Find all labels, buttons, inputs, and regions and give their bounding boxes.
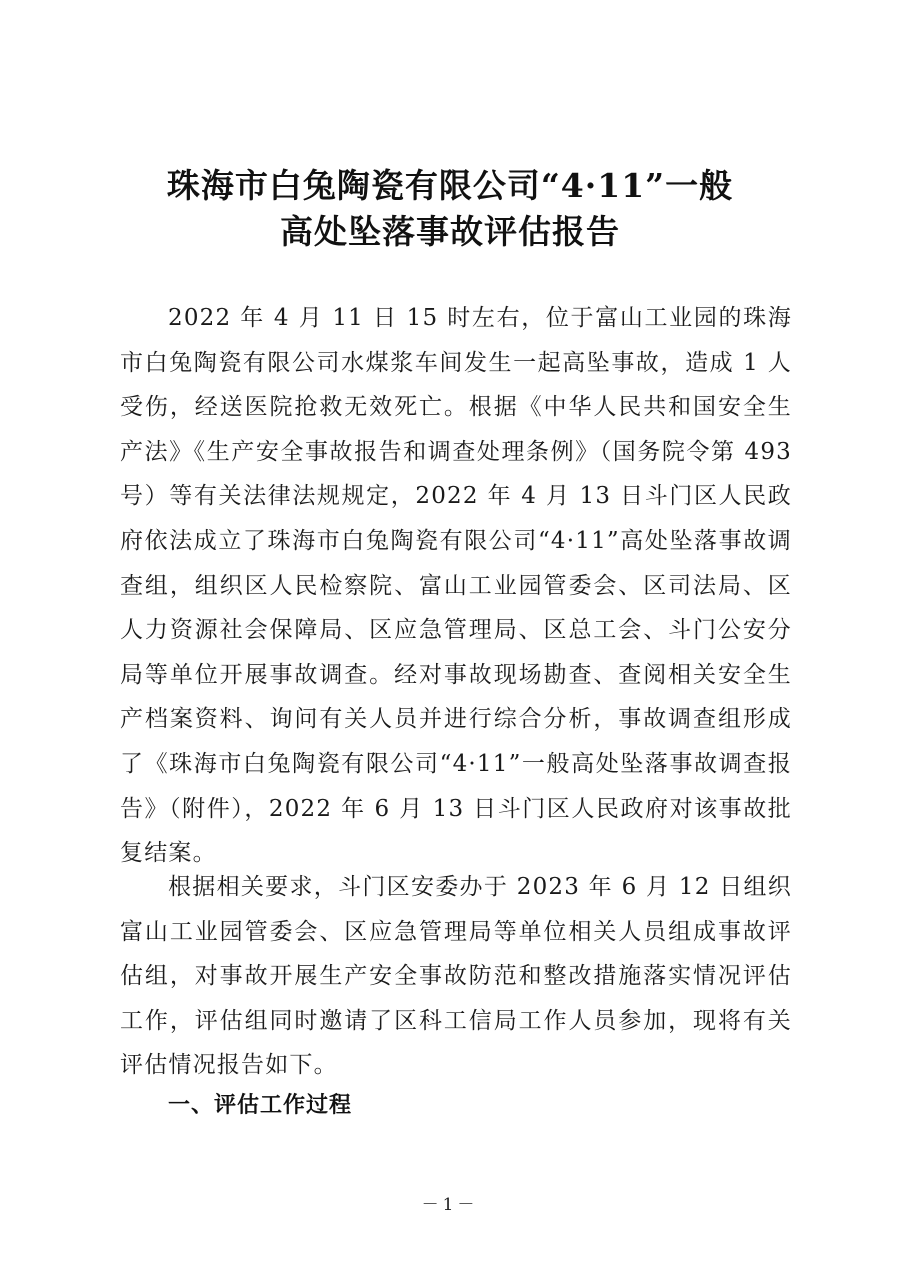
body-paragraph: 2022 年 4 月 11 日 15 时左右，位于富山工业园的珠海市白兔陶瓷有限公司水煤浆车间发生一起高坠事故，造成 1 人受伤，经送医院抢救无效死亡。根据《中华人民共和国安全生产法》《生产安全事故报告和调查处理条例》（国务院令第 493 号）等有关法律法规规定，2022 年 4 月 13 日斗门区人民政府依法成立了珠海市白兔陶瓷有限公司“4·11”高处坠落事故调查组，组织区人民检察院、富山工业园管委会、区司法局、区人力资源社会保障局、区应急管理局、区总工会、斗门公安分局等单位开展事故调查。经对事故现场勘查、查阅相关安全生产档案资料、询问有关人员并进行综合分析，事故调查组形成了《珠海市白兔陶瓷有限公司“4·11”一般高处坠落事故调查报告》（附件），2022 年 6 月 13 日斗门区人民政府对该事故批复结案。 bbox=[120, 305, 792, 867]
body-paragraph: 根据相关要求，斗门区安委办于 2023 年 6 月 12 日组织富山工业园管委会、区应急管理局等单位相关人员组成事故评估组，对事故开展生产安全事故防范和整改措施落实情况评估工作，评估组同时邀请了区科工信局工作人员参加，现将有关评估情况报告如下。 bbox=[120, 874, 792, 1079]
document-title-line-2: 高处坠落事故评估报告 bbox=[280, 212, 620, 251]
section-heading: 一、评估工作过程 bbox=[168, 1093, 353, 1118]
page-number: －1－ bbox=[421, 1195, 479, 1215]
document-title-line-1: 珠海市白兔陶瓷有限公司“4·11”一般 bbox=[166, 166, 734, 205]
